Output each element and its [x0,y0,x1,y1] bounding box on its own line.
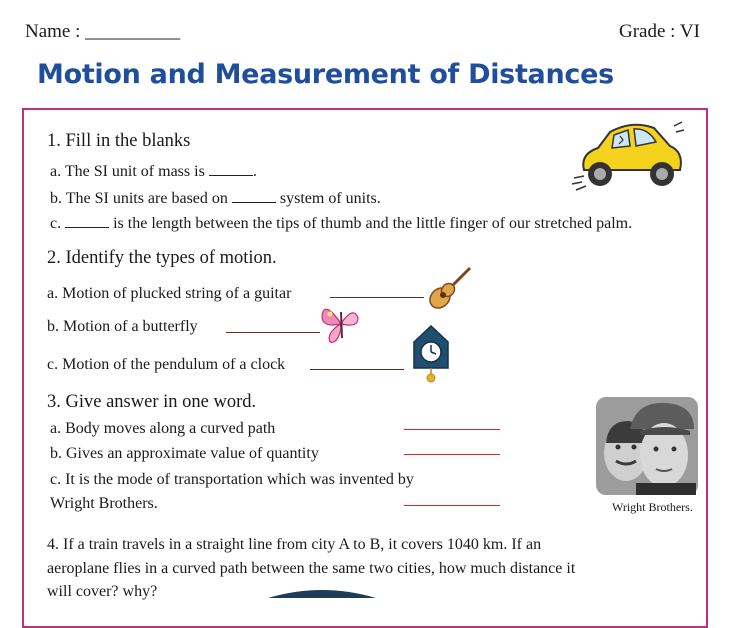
question-1b-suffix: system of units. [275,190,381,207]
answer-blank-1b[interactable] [232,188,276,203]
photo-caption: Wright Brothers. [612,500,693,514]
name-label: Name : __________ [25,21,181,42]
question-2c: c. Motion of the pendulum of a clock [47,356,286,373]
section2-heading: 2. Identify the types of motion. [47,248,277,268]
question-1c-suffix: is the length between the tips of thumb and the little finger of our stretched palm. [109,215,633,232]
answer-blank-1c[interactable] [65,213,109,228]
question-1b [50,188,381,208]
answer-line-3a[interactable] [404,429,500,430]
butterfly-icon [320,298,362,346]
clock-icon [410,322,452,384]
answer-line-2c[interactable] [310,369,404,370]
wright-brothers-photo [596,397,698,495]
section3-heading: 3. Give answer in one word. [47,392,257,412]
question-1c [50,213,632,233]
question-1c-text: c. [50,215,66,232]
page-title: Motion and Measurement of Distances [37,59,614,90]
guitar-icon [426,264,474,312]
answer-blank-1a[interactable] [209,161,253,176]
answer-line-3c[interactable] [404,505,500,506]
question-1b-text: b. The SI units are based on [50,190,232,207]
grade-label: Grade : VI [619,21,700,42]
question-4-line3: will cover? why? [47,583,158,600]
answer-line-2b[interactable] [226,332,320,333]
question-1a-text: a. The SI unit of mass is [50,163,209,180]
car-icon [570,118,688,198]
question-1a [50,161,257,181]
question-3c: c. It is the mode of transportation which was invented by [50,471,414,488]
question-3a: a. Body moves along a curved path [50,420,276,437]
bottom-illustration-partial [262,584,382,598]
question-3c-continued: Wright Brothers. [50,495,158,512]
question-4-line2: aeroplane flies in a curved path between the same two cities, how much distance it [47,560,576,577]
question-1a-suffix: . [252,163,257,180]
question-2a: a. Motion of plucked string of a guitar [47,285,292,302]
question-4-line1: 4. If a train travels in a straight line from city A to B, it covers 1040 km. If an [47,536,542,553]
question-3b: b. Gives an approximate value of quantity [50,445,319,462]
section1-heading: 1. Fill in the blanks [47,131,191,151]
question-2b: b. Motion of a butterfly [47,318,198,335]
answer-line-3b[interactable] [404,454,500,455]
